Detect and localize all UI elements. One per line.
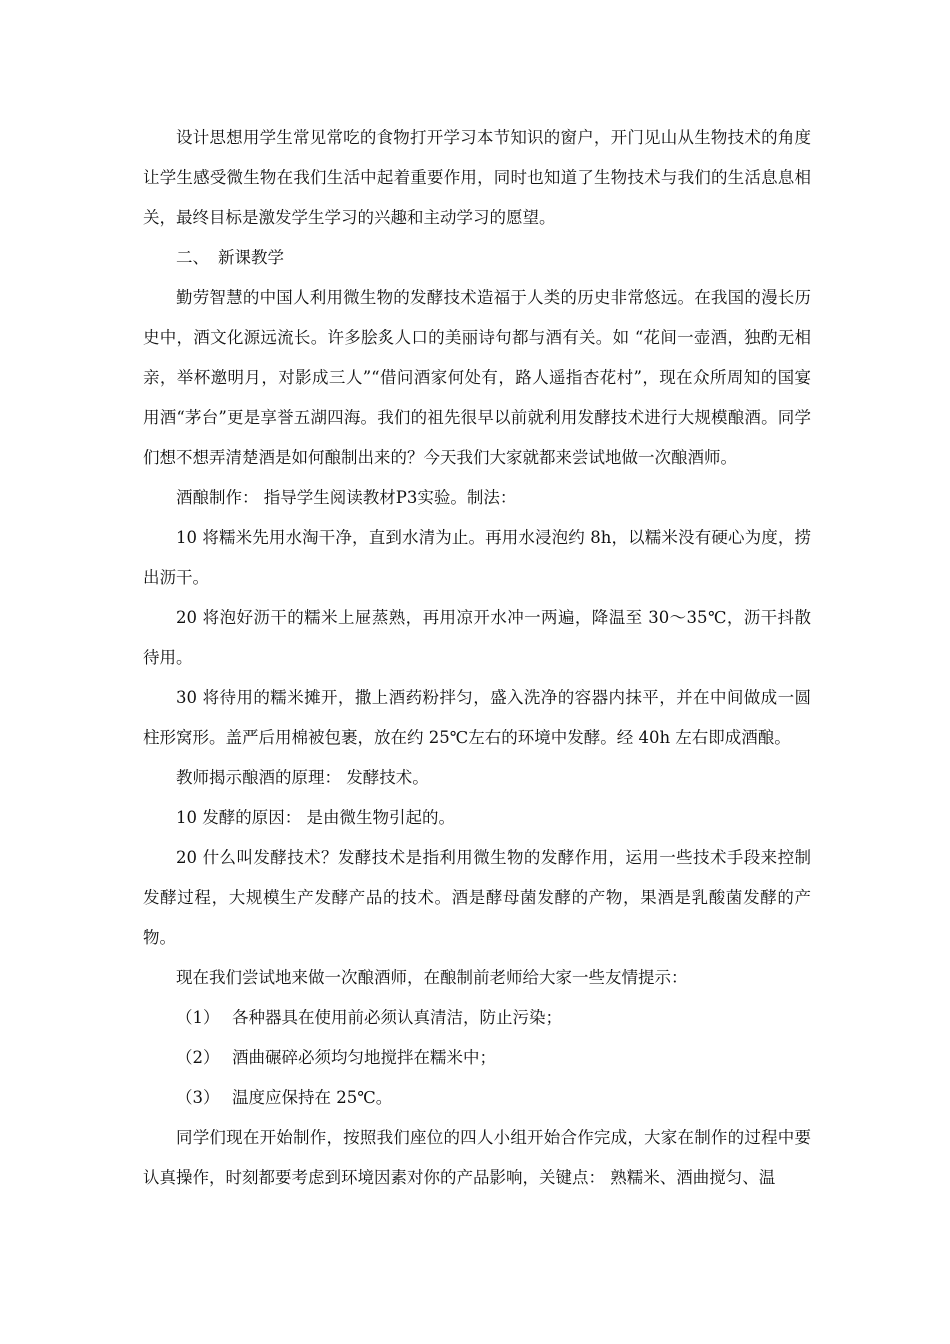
tip-item bbox=[143, 1078, 811, 1118]
step-1-paragraph: 10 将糯米先用水淘干净，直到水清为止。再用水浸泡约 8h，以糯米没有硬心为度，捞出沥干。 bbox=[143, 528, 811, 587]
fermentation-definition-paragraph: 20 什么叫发酵技术？发酵技术是指利用微生物的发酵作用，运用一些技术手段来控制发酵过程，大规模生产发酵产品的技术。酒是酵母菌发酵的产物，果酒是乳酸菌发酵的产物。 bbox=[143, 848, 811, 947]
step-2-paragraph: 20 将泡好沥干的糯米上屉蒸熟，再用凉开水冲一两遍，降温至 30～35℃，沥干抖散待用。 bbox=[143, 608, 811, 667]
tip-text: 各种器具在使用前必须认真清洁，防止污染； bbox=[232, 1008, 562, 1027]
tip-item bbox=[143, 1038, 811, 1078]
group-work-paragraph: 同学们现在开始制作，按照我们座位的四人小组开始合作完成，大家在制作的过程中要认真操作，时刻都要考虑到环境因素对你的产品影响，关键点： 熟糯米、酒曲搅匀、温 bbox=[143, 1128, 811, 1187]
tip-number: （2） bbox=[176, 1048, 220, 1067]
tips-intro-paragraph: 现在我们尝试地来做一次酿酒师，在酿制前老师给大家一些友情提示： bbox=[176, 968, 688, 987]
tip-item bbox=[143, 998, 811, 1038]
step-3-paragraph: 30 将待用的糯米摊开，撒上酒药粉拌匀，盛入洗净的容器内抹平，并在中间做成一圆柱形窝形。盖严后用棉被包裹，放在约 25℃左右的环境中发酵。经 40h 左右即成酒酿。 bbox=[143, 688, 811, 747]
design-idea-paragraph: 设计思想用学生常见常吃的食物打开学习本节知识的窗户，开门见山从生物技术的角度让学生感受微生物在我们生活中起着重要作用，同时也知道了生物技术与我们的生活息息相关，最终目标是激发学生学习的兴趣和主动学习的愿望。 bbox=[143, 128, 811, 227]
section-heading bbox=[143, 238, 811, 278]
section-number: 二、 bbox=[176, 248, 209, 267]
rice-wine-making-paragraph: 酒酿制作： 指导学生阅读教材P3实验。制法： bbox=[176, 488, 517, 507]
tip-number: （3） bbox=[176, 1088, 220, 1107]
intro-paragraph: 勤劳智慧的中国人利用微生物的发酵技术造福于人类的历史非常悠远。在我国的漫长历史中，酒文化源远流长。许多脍炙人口的美丽诗句都与酒有关。如 “花间一壶酒，独酌无相亲，举杯邀明月，对影成三人”“借问酒家何处有，路人遥指杏花村”，现在众所周知的国宴用酒“茅台”更是享誉五湖四海。我们的祖先很早以前就利用发酵技术进行大规模酿酒。同学们想不想弄清楚酒是如何酿制出来的？今天我们大家就都来尝试地做一次酿酒师。 bbox=[143, 288, 811, 467]
fermentation-cause-paragraph: 10 发酵的原因： 是由微生物引起的。 bbox=[176, 808, 455, 827]
section-title: 新课教学 bbox=[218, 248, 284, 267]
principle-paragraph: 教师揭示酿酒的原理： 发酵技术。 bbox=[176, 768, 429, 787]
tip-number: （1） bbox=[176, 1008, 220, 1027]
tip-text: 酒曲碾碎必须均匀地搅拌在糯米中； bbox=[232, 1048, 496, 1067]
document-body bbox=[143, 118, 811, 1198]
tip-text: 温度应保持在 25℃。 bbox=[232, 1088, 393, 1107]
